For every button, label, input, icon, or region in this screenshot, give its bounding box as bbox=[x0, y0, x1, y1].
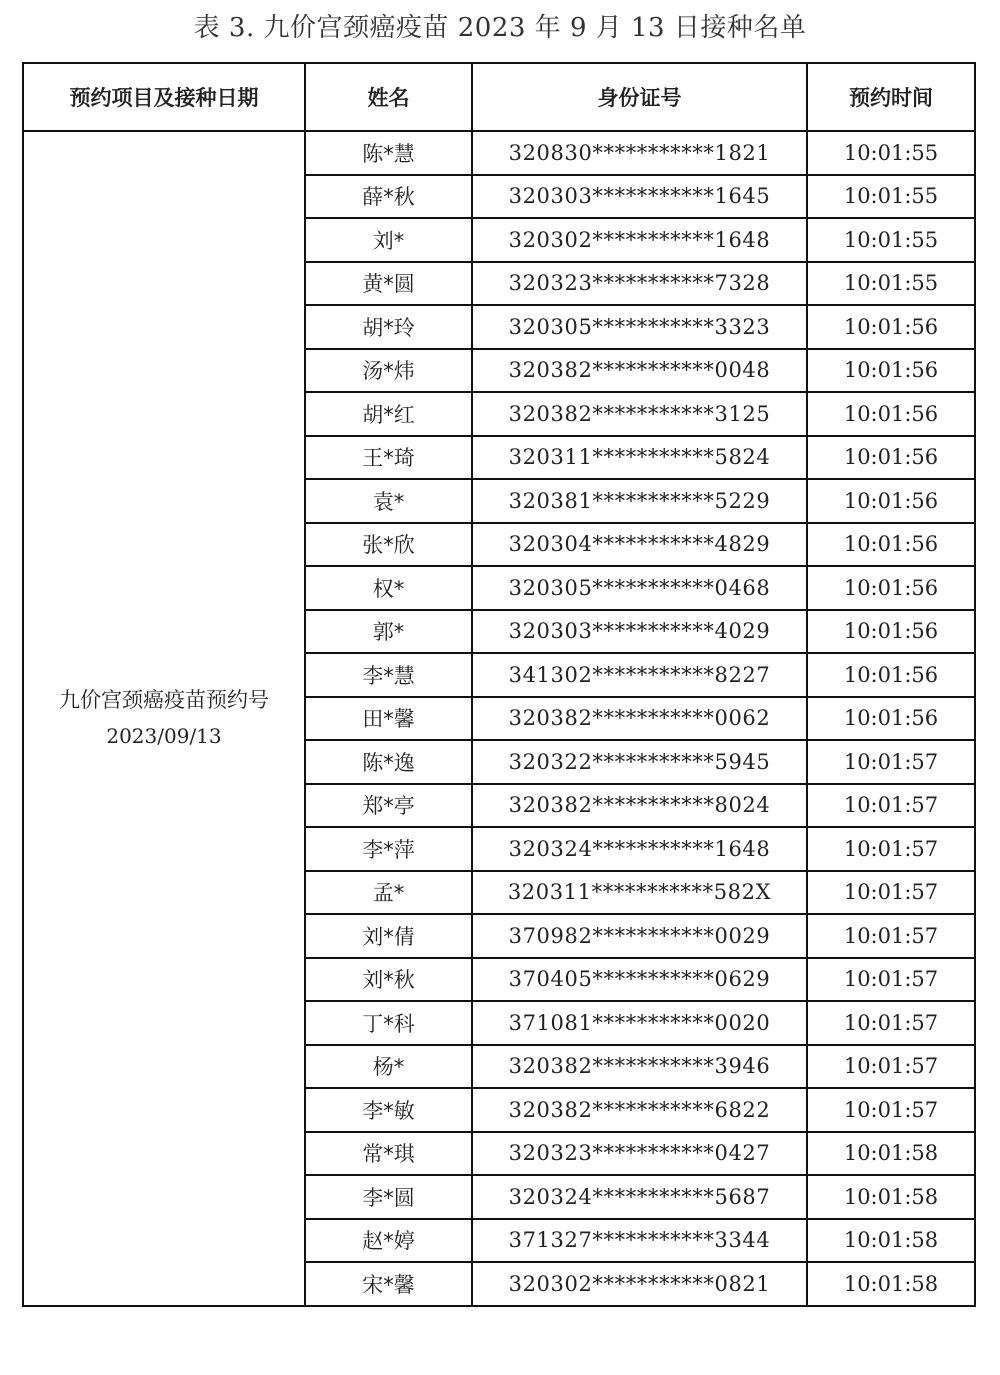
id-number-cell: 370405***********0629 bbox=[472, 958, 807, 1002]
id-number-cell: 320382***********3946 bbox=[472, 1045, 807, 1089]
appointment-time-cell: 10:01:58 bbox=[807, 1219, 975, 1263]
name-cell: 张*欣 bbox=[305, 523, 472, 567]
id-number-cell: 320303***********1645 bbox=[472, 175, 807, 219]
name-cell: 黄*圆 bbox=[305, 262, 472, 306]
header-id-number: 身份证号 bbox=[472, 63, 807, 131]
id-number-cell: 320322***********5945 bbox=[472, 740, 807, 784]
appointment-time-cell: 10:01:55 bbox=[807, 262, 975, 306]
appointment-time-cell: 10:01:55 bbox=[807, 175, 975, 219]
name-cell: 汤*炜 bbox=[305, 349, 472, 393]
id-number-cell: 320303***********4029 bbox=[472, 610, 807, 654]
appointment-time-cell: 10:01:57 bbox=[807, 1001, 975, 1045]
id-number-cell: 320311***********582X bbox=[472, 871, 807, 915]
name-cell: 赵*婷 bbox=[305, 1219, 472, 1263]
id-number-cell: 320381***********5229 bbox=[472, 479, 807, 523]
id-number-cell: 371081***********0020 bbox=[472, 1001, 807, 1045]
id-number-cell: 370982***********0029 bbox=[472, 914, 807, 958]
id-number-cell: 320830***********1821 bbox=[472, 131, 807, 175]
id-number-cell: 320324***********5687 bbox=[472, 1175, 807, 1219]
name-cell: 宋*馨 bbox=[305, 1262, 472, 1306]
appointment-time-cell: 10:01:57 bbox=[807, 1088, 975, 1132]
id-number-cell: 320304***********4829 bbox=[472, 523, 807, 567]
id-number-cell: 320311***********5824 bbox=[472, 436, 807, 480]
project-label: 九价宫颈癌疫苗预约号 bbox=[59, 688, 269, 713]
appointment-time-cell: 10:01:57 bbox=[807, 958, 975, 1002]
table-title: 表 3. 九价宫颈癌疫苗 2023 年 9 月 13 日接种名单 bbox=[193, 13, 807, 43]
appointment-time-cell: 10:01:58 bbox=[807, 1175, 975, 1219]
name-cell: 田*馨 bbox=[305, 697, 472, 741]
table-row bbox=[23, 131, 975, 175]
header-appointment-time: 预约时间 bbox=[807, 63, 975, 131]
id-number-cell: 320323***********7328 bbox=[472, 262, 807, 306]
appointment-time-cell: 10:01:57 bbox=[807, 740, 975, 784]
appointment-time-cell: 10:01:58 bbox=[807, 1132, 975, 1176]
id-number-cell: 320382***********6822 bbox=[472, 1088, 807, 1132]
appointment-time-cell: 10:01:57 bbox=[807, 827, 975, 871]
name-cell: 李*圆 bbox=[305, 1175, 472, 1219]
appointment-time-cell: 10:01:56 bbox=[807, 305, 975, 349]
name-cell: 陈*慧 bbox=[305, 131, 472, 175]
appointment-time-cell: 10:01:57 bbox=[807, 914, 975, 958]
id-number-cell: 320302***********0821 bbox=[472, 1262, 807, 1306]
id-number-cell: 371327***********3344 bbox=[472, 1219, 807, 1263]
name-cell: 刘*秋 bbox=[305, 958, 472, 1002]
id-number-cell: 320305***********0468 bbox=[472, 566, 807, 610]
appointment-time-cell: 10:01:56 bbox=[807, 436, 975, 480]
name-cell: 孟* bbox=[305, 871, 472, 915]
name-cell: 常*琪 bbox=[305, 1132, 472, 1176]
name-cell: 薛*秋 bbox=[305, 175, 472, 219]
id-number-cell: 320302***********1648 bbox=[472, 218, 807, 262]
appointment-time-cell: 10:01:56 bbox=[807, 523, 975, 567]
name-cell: 刘* bbox=[305, 218, 472, 262]
name-cell: 李*敏 bbox=[305, 1088, 472, 1132]
appointment-time-cell: 10:01:56 bbox=[807, 610, 975, 654]
name-cell: 袁* bbox=[305, 479, 472, 523]
appointment-time-cell: 10:01:56 bbox=[807, 349, 975, 393]
id-number-cell: 320382***********0062 bbox=[472, 697, 807, 741]
project-date: 2023/09/13 bbox=[106, 724, 222, 749]
header-project-date: 预约项目及接种日期 bbox=[23, 63, 305, 131]
appointment-time-cell: 10:01:56 bbox=[807, 479, 975, 523]
appointment-time-cell: 10:01:56 bbox=[807, 653, 975, 697]
name-cell: 刘*倩 bbox=[305, 914, 472, 958]
id-number-cell: 320305***********3323 bbox=[472, 305, 807, 349]
name-cell: 李*慧 bbox=[305, 653, 472, 697]
appointment-time-cell: 10:01:55 bbox=[807, 218, 975, 262]
roster-body bbox=[23, 131, 975, 1306]
id-number-cell: 320382***********3125 bbox=[472, 392, 807, 436]
appointment-time-cell: 10:01:57 bbox=[807, 784, 975, 828]
appointment-time-cell: 10:01:57 bbox=[807, 1045, 975, 1089]
name-cell: 权* bbox=[305, 566, 472, 610]
id-number-cell: 341302***********8227 bbox=[472, 653, 807, 697]
name-cell: 陈*逸 bbox=[305, 740, 472, 784]
id-number-cell: 320382***********0048 bbox=[472, 349, 807, 393]
project-date-cell bbox=[23, 131, 305, 1306]
header-name: 姓名 bbox=[305, 63, 472, 131]
id-number-cell: 320382***********8024 bbox=[472, 784, 807, 828]
appointment-time-cell: 10:01:56 bbox=[807, 392, 975, 436]
name-cell: 李*萍 bbox=[305, 827, 472, 871]
appointment-time-cell: 10:01:58 bbox=[807, 1262, 975, 1306]
id-number-cell: 320323***********0427 bbox=[472, 1132, 807, 1176]
name-cell: 杨* bbox=[305, 1045, 472, 1089]
name-cell: 郑*亭 bbox=[305, 784, 472, 828]
id-number-cell: 320324***********1648 bbox=[472, 827, 807, 871]
name-cell: 郭* bbox=[305, 610, 472, 654]
appointment-time-cell: 10:01:55 bbox=[807, 131, 975, 175]
header-row bbox=[23, 63, 975, 131]
appointment-time-cell: 10:01:56 bbox=[807, 697, 975, 741]
name-cell: 丁*科 bbox=[305, 1001, 472, 1045]
appointment-time-cell: 10:01:57 bbox=[807, 871, 975, 915]
name-cell: 胡*玲 bbox=[305, 305, 472, 349]
name-cell: 王*琦 bbox=[305, 436, 472, 480]
vaccination-roster-table bbox=[22, 62, 976, 1307]
name-cell: 胡*红 bbox=[305, 392, 472, 436]
appointment-time-cell: 10:01:56 bbox=[807, 566, 975, 610]
